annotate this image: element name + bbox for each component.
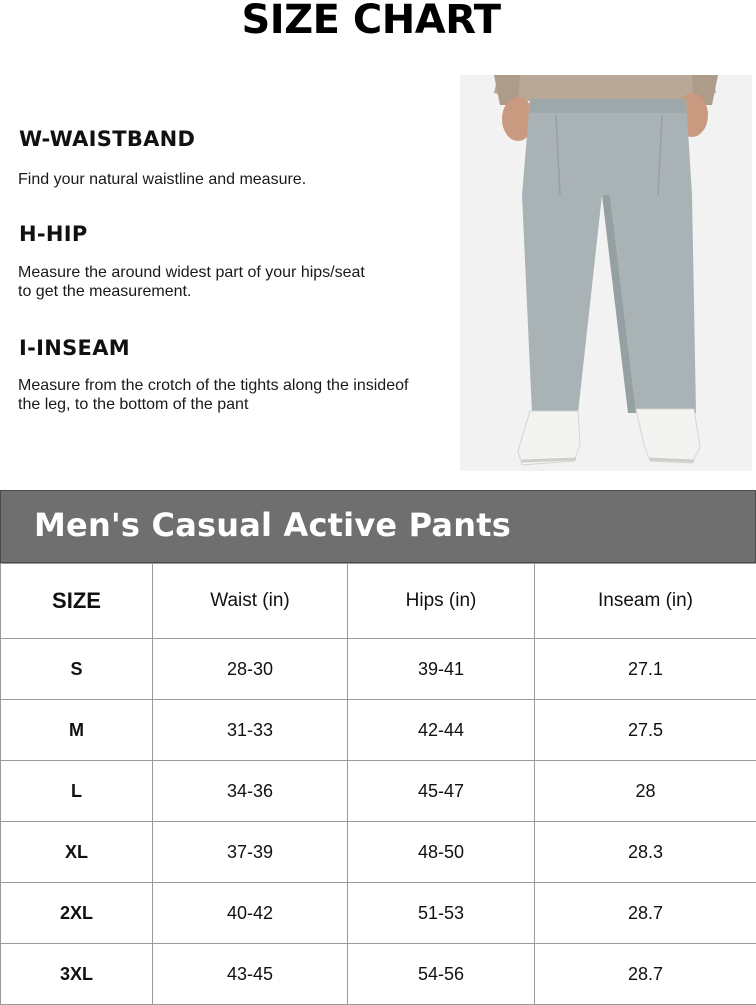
- waist-cell: 37-39: [153, 822, 348, 883]
- size-cell: XL: [1, 822, 153, 883]
- table-row: [1, 944, 756, 1005]
- waistband-heading: W-WAISTBAND: [19, 127, 195, 151]
- inseam-cell: 28.7: [535, 944, 756, 1005]
- waist-cell: 34-36: [153, 761, 348, 822]
- inseam-cell: 28.7: [535, 883, 756, 944]
- size-chart-table: [0, 563, 756, 1005]
- waist-cell: 40-42: [153, 883, 348, 944]
- table-row: [1, 639, 756, 700]
- size-cell: S: [1, 639, 153, 700]
- inseam-cell: 28: [535, 761, 756, 822]
- page-title: SIZE CHART: [0, 0, 742, 40]
- inseam-cell: 28.3: [535, 822, 756, 883]
- column-header-waist: Waist (in): [153, 564, 348, 639]
- column-header-size: SIZE: [1, 564, 153, 639]
- waistband-description: Find your natural waistline and measure.: [18, 170, 438, 189]
- model-wearing-pants-image: [460, 75, 752, 471]
- size-cell: 3XL: [1, 944, 153, 1005]
- table-row: [1, 822, 756, 883]
- hip-description: Measure the around widest part of your hips/seat to get the measurement.: [18, 263, 368, 301]
- table-title: Men's Casual Active Pants: [34, 506, 511, 544]
- column-header-inseam: Inseam (in): [535, 564, 756, 639]
- size-cell: M: [1, 700, 153, 761]
- table-header-row: [1, 564, 756, 639]
- product-photo: [460, 75, 752, 471]
- inseam-description: Measure from the crotch of the tights along the insideof the leg, to the bottom of the pant: [18, 376, 418, 414]
- table-row: [1, 700, 756, 761]
- hips-cell: 51-53: [348, 883, 535, 944]
- waist-cell: 31-33: [153, 700, 348, 761]
- table-title-banner: [0, 490, 756, 563]
- table-row: [1, 883, 756, 944]
- column-header-hips: Hips (in): [348, 564, 535, 639]
- hips-cell: 45-47: [348, 761, 535, 822]
- inseam-cell: 27.5: [535, 700, 756, 761]
- inseam-heading: I-INSEAM: [19, 336, 130, 360]
- hips-cell: 39-41: [348, 639, 535, 700]
- hips-cell: 48-50: [348, 822, 535, 883]
- inseam-cell: 27.1: [535, 639, 756, 700]
- waist-cell: 28-30: [153, 639, 348, 700]
- hips-cell: 42-44: [348, 700, 535, 761]
- table-row: [1, 761, 756, 822]
- waist-cell: 43-45: [153, 944, 348, 1005]
- hips-cell: 54-56: [348, 944, 535, 1005]
- size-cell: 2XL: [1, 883, 153, 944]
- hip-heading: H-HIP: [19, 222, 88, 246]
- size-cell: L: [1, 761, 153, 822]
